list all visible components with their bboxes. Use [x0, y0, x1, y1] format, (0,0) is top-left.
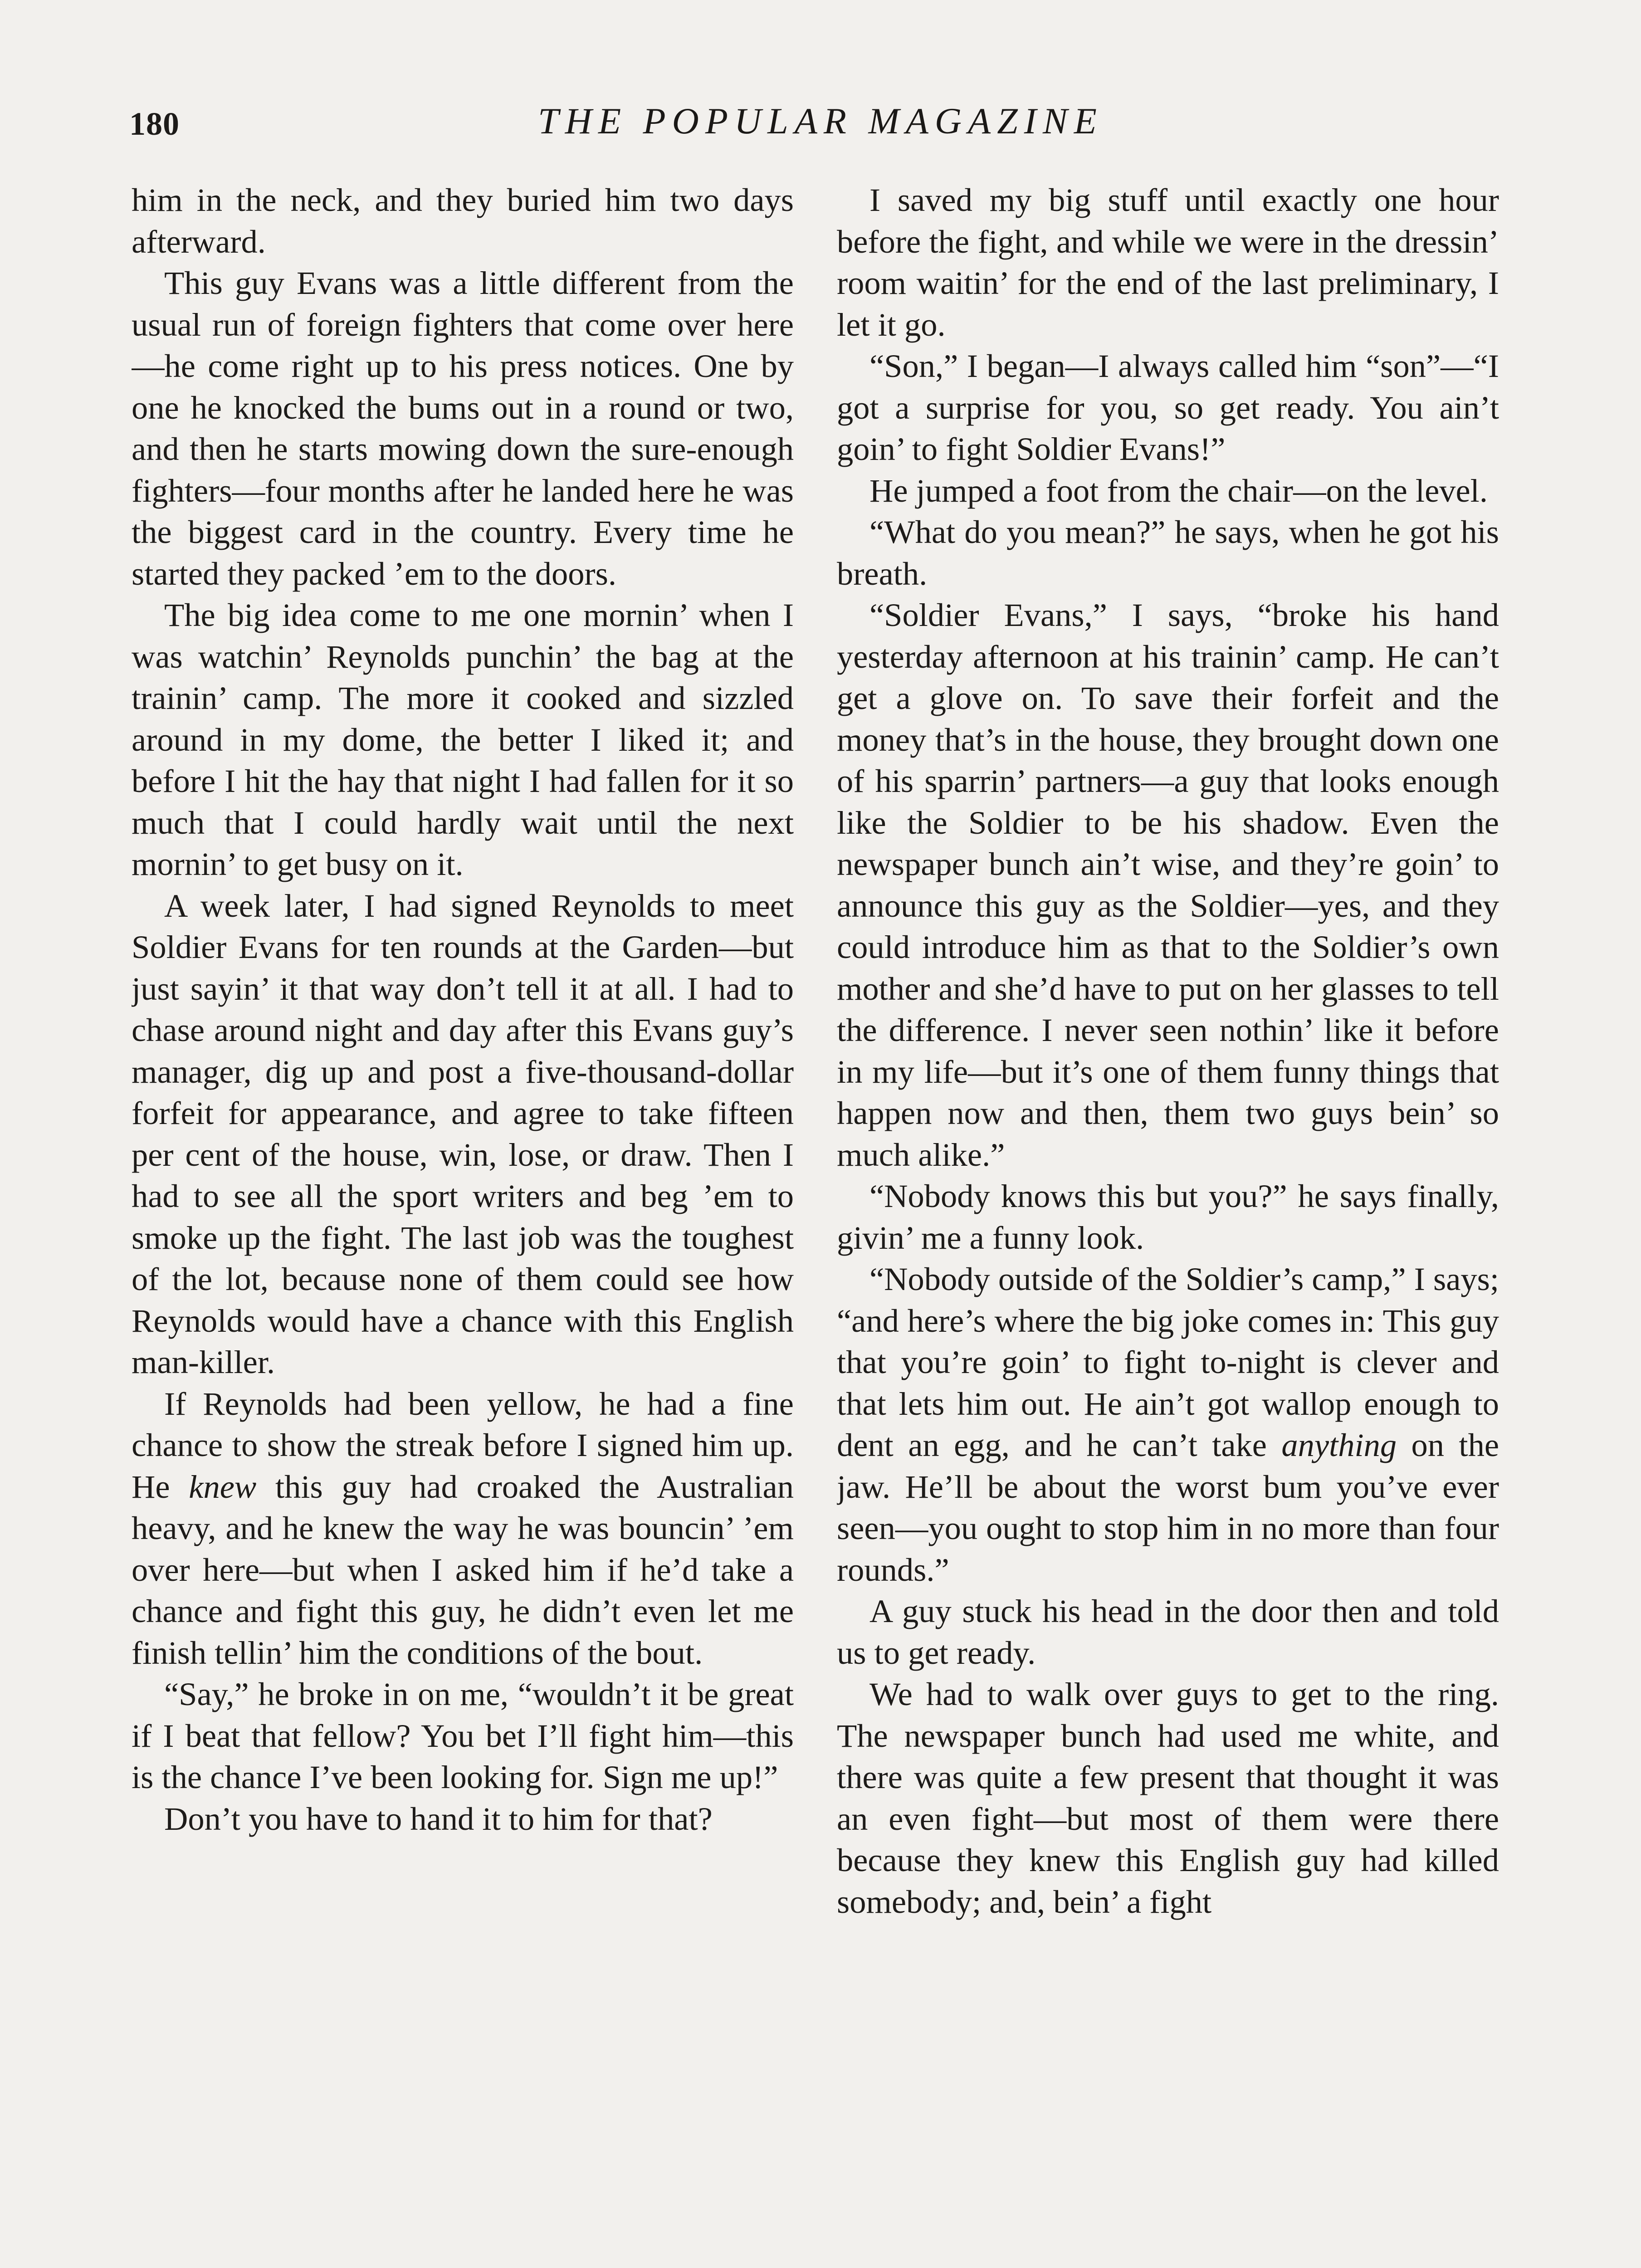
paragraph: “Nobody knows this but you?” he says finally, givin’ me a funny look.: [837, 1178, 1499, 1256]
paragraph-text: this guy had croaked the Australian heavy, and he knew the way he was bouncin’ ’em over here—but when I asked him if he’d take a chance and fight this guy, he didn’t even let me finish tellin’ him the conditions of the bout.: [132, 1468, 794, 1671]
paragraph-text: “Nobody outside of the Soldier’s camp,” I says; “and here’s where the big joke comes in: This guy that you’re goin’ to fight to-night is clever and that lets him out. He ain’t got wallop enough to dent an egg, and he can’t take: [837, 1261, 1499, 1463]
paragraph-text: on the jaw. He’ll be about the worst bum you’ve ever seen—you ought to stop him in no more than four rounds.”: [837, 1427, 1499, 1588]
paragraph: This guy Evans was a little different from the usual run of foreign fighters that come over here—he come right up to his press notices. One by one he knocked the bums out in a round or two, and then he starts mowing down the sure-enough fighters—four months after he landed here he was the biggest card in the country. Every time he started they packed ’em to the doors.: [132, 264, 794, 592]
right-column: [837, 179, 1499, 2266]
emphasized-word: anything: [1281, 1427, 1397, 1463]
paragraph-text: If Reynolds had been yellow, he had a fine chance to show the streak before I signed him up. He: [132, 1385, 794, 1505]
running-title: THE POPULAR MAGAZINE: [538, 100, 1103, 142]
paragraph: He jumped a foot from the chair—on the level.: [869, 472, 1488, 509]
left-column: [132, 179, 794, 2266]
paragraph: I saved my big stuff until exactly one hour before the fight, and while we were in the dressin’ room waitin’ for the end of the last preliminary, I let it go.: [837, 181, 1499, 343]
page-header: [129, 95, 1512, 150]
page-number: 180: [129, 106, 180, 142]
paragraph: “Son,” I began—I always called him “son”—“I got a surprise for you, so get ready. You ain’t goin’ to fight Soldier Evans!”: [837, 347, 1499, 467]
paragraph: We had to walk over guys to get to the ring. The newspaper bunch had used me white, and there was quite a few present that thought it was an even fight—but most of them were there because they knew this English guy had killed somebody; and, bein’ a fight: [837, 1676, 1499, 1920]
emphasized-word: knew: [189, 1468, 257, 1505]
paragraph: A week later, I had signed Reynolds to meet Soldier Evans for ten rounds at the Garden—but just sayin’ it that way don’t tell it at all. I had to chase around night and day after this Evans guy’s manager, dig up and post a five-thousand-dollar forfeit for appearance, and agree to take fifteen per cent of the house, win, lose, or draw. Then I had to see all the sport writers and beg ’em to smoke up the fight. The last job was the toughest of the lot, because none of them could see how Reynolds would have a chance with this English man-killer.: [132, 887, 794, 1380]
paragraph: Don’t you have to hand it to him for that?: [164, 1800, 713, 1837]
paragraph: [132, 1383, 794, 1674]
paragraph: [837, 1258, 1499, 1590]
paragraph: “Say,” he broke in on me, “wouldn’t it be great if I beat that fellow? You bet I’ll fight him—this is the chance I’ve been looking for. Sign me up!”: [132, 1676, 794, 1795]
paragraph: The big idea come to me one mornin’ when I was watchin’ Reynolds punchin’ the bag at the trainin’ camp. The more it cooked and sizzled around in my dome, the better I liked it; and before I hit the hay that night I had fallen for it so much that I could hardly wait until the next mornin’ to get busy on it.: [132, 596, 794, 882]
paragraph: A guy stuck his head in the door then and told us to get ready.: [837, 1593, 1499, 1671]
paragraph: him in the neck, and they buried him two days afterward.: [132, 181, 794, 260]
paragraph: “Soldier Evans,” I says, “broke his hand yesterday afternoon at his trainin’ camp. He can’t get a glove on. To save their forfeit and the money that’s in the house, they brought down one of his sparrin’ partners—a guy that looks enough like the Soldier to be his shadow. Even the newspaper bunch ain’t wise, and they’re goin’ to announce this guy as the Soldier—yes, and they could introduce him as that to the Soldier’s own mother and she’d have to put on her glasses to tell the difference. I never seen nothin’ like it before in my life—but it’s one of them funny things that happen now and then, them two guys bein’ so much alike.”: [837, 596, 1499, 1173]
paragraph: “What do you mean?” he says, when he got his breath.: [837, 513, 1499, 592]
